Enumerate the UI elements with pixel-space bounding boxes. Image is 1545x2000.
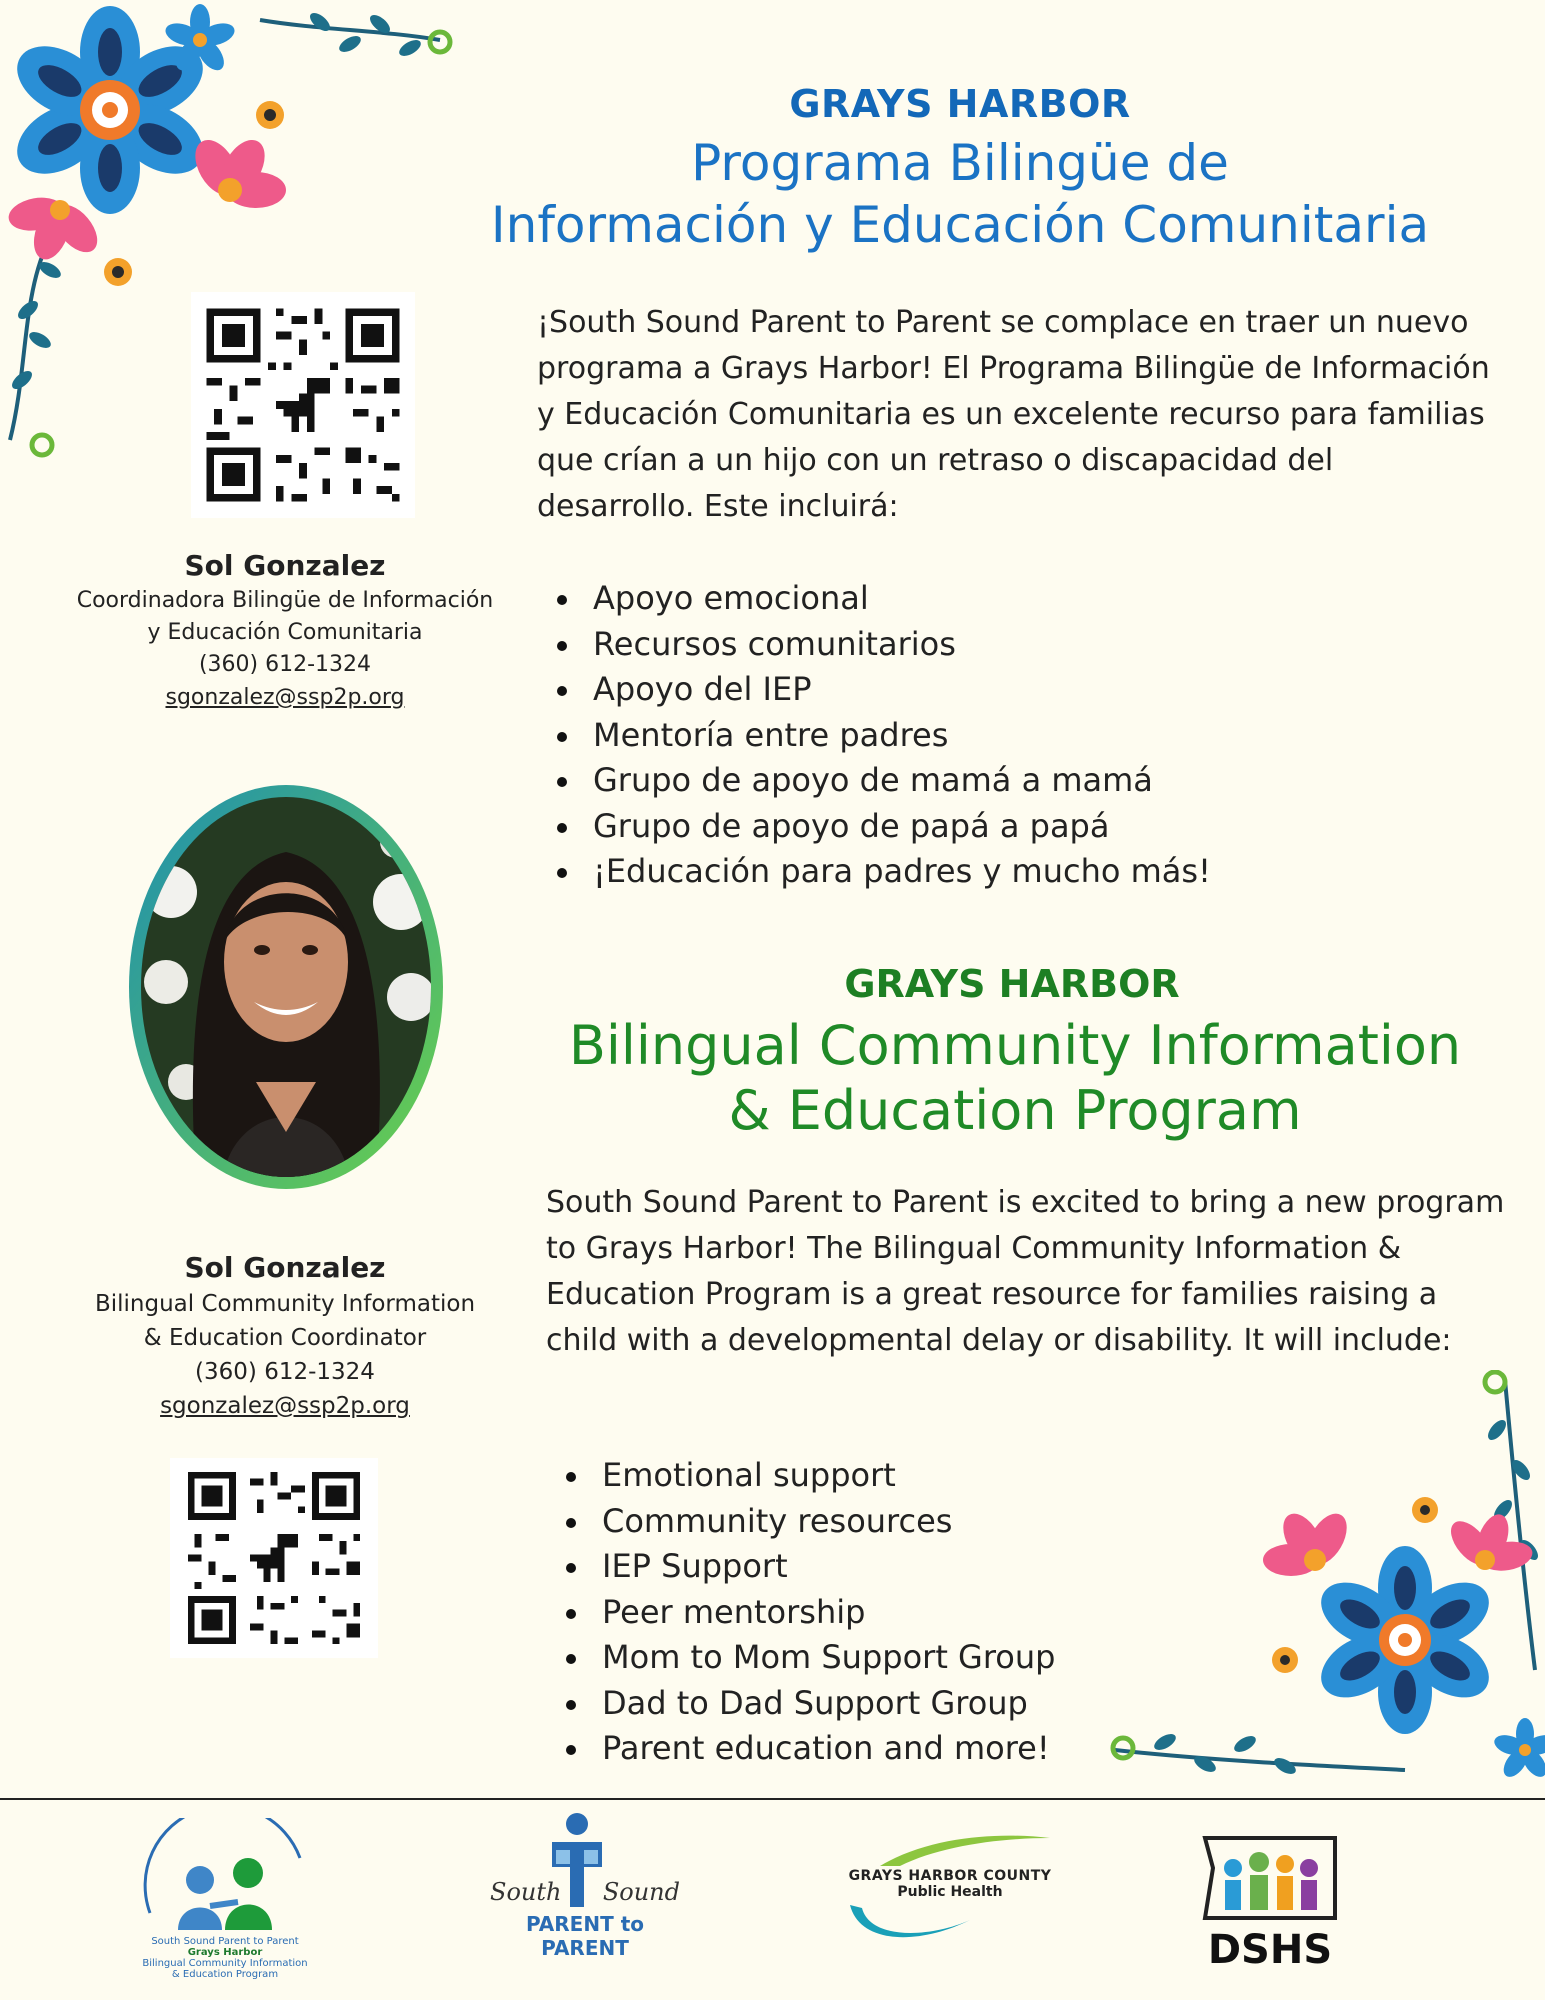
contact-role-line1: Bilingual Community Information	[94, 1291, 476, 1317]
floral-decoration-bottom-right	[1105, 1370, 1545, 1790]
contact-phone: (360) 612-1324	[195, 1359, 375, 1385]
list-item: Apoyo del IEP	[557, 667, 1357, 713]
logo3-line1: GRAYS HARBOR COUNTY	[848, 1868, 1052, 1884]
logo1-line3: & Education Program	[171, 1969, 279, 1980]
qr-code-spanish[interactable]	[191, 292, 415, 518]
logo2-name: PARENT to PARENT	[525, 1912, 644, 1960]
contact-role-line2: y Educación Comunitaria	[147, 620, 423, 645]
logo2-script-right: Sound	[602, 1878, 680, 1906]
contact-role-line2: & Education Coordinator	[143, 1325, 427, 1351]
list-item: Apoyo emocional	[557, 576, 1357, 622]
coordinator-portrait	[126, 782, 446, 1192]
list-item: Parent education and more!	[566, 1726, 1366, 1772]
logo4-name: DSHS	[1207, 1927, 1333, 1973]
qr-code-icon	[170, 1458, 378, 1658]
spanish-kicker: GRAYS HARBOR	[789, 82, 1131, 126]
washington-state-family-icon	[1195, 1828, 1345, 1928]
footer-divider	[0, 1798, 1545, 1800]
list-item: Mentoría entre padres	[557, 713, 1357, 759]
logo-south-sound-parent-to-parent	[480, 1812, 690, 1977]
list-item: ¡Educación para padres y mucho más!	[557, 849, 1357, 895]
contact-phone: (360) 612-1324	[198, 652, 372, 677]
logo-grays-harbor-program	[130, 1818, 320, 1980]
logo3-line2: Public Health	[897, 1884, 1003, 1900]
list-item: Emotional support	[566, 1453, 1366, 1499]
logo1-line1: Grays Harbor	[187, 1947, 263, 1958]
english-title-line2: & Education Program	[728, 1079, 1302, 1142]
english-contact-card	[50, 1249, 520, 1423]
contact-name: Sol Gonzalez	[184, 1251, 386, 1284]
english-kicker: GRAYS HARBOR	[844, 962, 1180, 1006]
contact-name: Sol Gonzalez	[184, 549, 386, 582]
contact-email-link[interactable]: sgonzalez@ssp2p.org	[165, 685, 405, 710]
list-item: IEP Support	[566, 1544, 1366, 1590]
qr-code-english[interactable]	[170, 1458, 378, 1658]
logo2-script-left: South	[490, 1878, 562, 1906]
list-item: Dad to Dad Support Group	[566, 1681, 1366, 1727]
spanish-title-line1: Programa Bilingüe de	[691, 134, 1229, 192]
logo1-line2: Bilingual Community Information	[142, 1958, 308, 1969]
english-title-line1: Bilingual Community Information	[568, 1014, 1462, 1077]
qr-code-icon	[191, 292, 415, 518]
list-item: Recursos comunitarios	[557, 622, 1357, 668]
logo-grays-harbor-county-public-health	[840, 1828, 1060, 1963]
list-item: Mom to Mom Support Group	[566, 1635, 1366, 1681]
list-item: Grupo de apoyo de papá a papá	[557, 804, 1357, 850]
contact-email-link[interactable]: sgonzalez@ssp2p.org	[160, 1393, 410, 1419]
english-intro: South Sound Parent to Parent is excited to bring a new program to Grays Harbor! The Bilingual Community Information & Education Program is a great resource for families raising a child with a developmental delay or disability. It will include:	[546, 1185, 1505, 1358]
swoosh-bottom-icon	[840, 1900, 1060, 1950]
english-title	[530, 1013, 1500, 1143]
list-item: Grupo de apoyo de mamá a mamá	[557, 758, 1357, 804]
logo-dshs	[1195, 1828, 1345, 1973]
family-icon	[130, 1818, 320, 1936]
contact-role-line1: Coordinadora Bilingüe de Información	[76, 588, 494, 613]
swoosh-top-icon	[840, 1828, 1060, 1868]
spanish-intro: ¡South Sound Parent to Parent se complace en traer un nuevo programa a Grays Harbor! El Programa Bilingüe de Información y Educación Comunitaria es un excelente recurso para familias que crían a un hijo con un retraso o discapacidad del desarrollo. Este incluirá:	[537, 305, 1490, 524]
spanish-benefits-list	[557, 576, 1357, 895]
list-item: Community resources	[566, 1499, 1366, 1545]
spanish-title-line2: Información y Educación Comunitaria	[490, 196, 1430, 254]
list-item: Peer mentorship	[566, 1590, 1366, 1636]
spanish-title	[400, 132, 1520, 256]
spanish-contact-card	[50, 547, 520, 715]
logo1-arc-text: South Sound Parent to Parent	[151, 1936, 299, 1947]
